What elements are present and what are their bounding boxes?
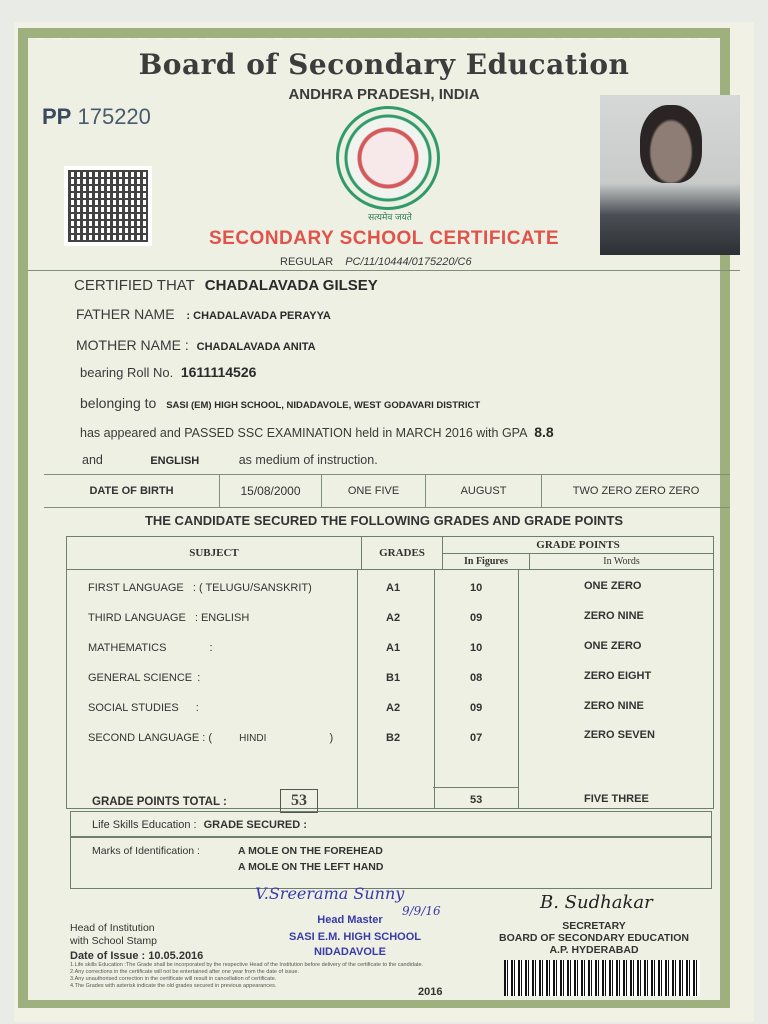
issue-date: Date of Issue : 10.05.2016	[70, 950, 204, 962]
total-handwritten: 53	[280, 789, 318, 813]
dob-label: DATE OF BIRTH	[44, 475, 220, 507]
table-row	[88, 672, 200, 684]
total-words: FIVE THREE	[584, 793, 649, 805]
type-label: REGULAR	[280, 256, 334, 268]
grade-cell: A1	[386, 582, 401, 594]
stamp-school: SASI E.M. HIGH SCHOOL	[288, 931, 421, 943]
words-cell: ZERO NINE	[584, 610, 644, 622]
headmaster-signature: V.Sreerama Sunny	[255, 884, 405, 903]
subject-detail: :	[195, 702, 199, 714]
roll-number: 1611114526	[180, 364, 257, 380]
col-words: In Words	[530, 554, 714, 570]
certified-line	[74, 277, 378, 294]
col-figures: In Figures	[443, 554, 530, 570]
certificate-title: SECONDARY SCHOOL CERTIFICATE	[208, 228, 560, 249]
footer-notes	[70, 962, 462, 990]
passed-text: has appeared and PASSED SSC EXAMINATION held in MARCH 2016 with GPA	[80, 426, 527, 440]
head-label-1: Head of Institution	[70, 922, 155, 934]
figures-cell: 10	[470, 642, 483, 654]
secretary-signature: B. Sudhakar	[540, 892, 653, 913]
certificate-type	[280, 256, 472, 268]
identification-mark-2: A MOLE ON THE LEFT HAND	[238, 861, 384, 873]
roll-line	[80, 364, 256, 380]
table-row	[88, 612, 249, 624]
result-line	[80, 424, 554, 440]
headmaster-title: Head Master	[317, 914, 383, 926]
photo-head-shape	[640, 105, 702, 183]
subject-name: SOCIAL STUDIES	[88, 702, 179, 714]
headmaster-signature-date: 9/9/16	[402, 904, 441, 918]
divider	[28, 270, 740, 271]
roll-label: bearing Roll No.	[80, 365, 174, 380]
emblem-motto: सत्यमेव जयते	[368, 212, 412, 222]
medium-line	[82, 453, 378, 467]
col-grade-points: GRADE POINTS	[443, 537, 714, 554]
grade-cell: B2	[386, 732, 401, 744]
dob-year-words: TWO ZERO ZERO ZERO	[572, 485, 700, 497]
table-row	[88, 702, 199, 714]
figures-cell: 10	[470, 582, 483, 594]
table-row	[88, 582, 312, 594]
secretary-block	[478, 920, 710, 956]
grades-body	[67, 570, 714, 809]
mother-line	[76, 337, 316, 353]
subject-detail: : ( TELUGU/SANSKRIT)	[192, 582, 312, 594]
words-cell: ZERO EIGHT	[584, 670, 652, 682]
subject-name: FIRST LANGUAGE	[88, 582, 184, 594]
figures-cell: 09	[470, 702, 483, 714]
table-row	[88, 642, 213, 654]
figures-cell: 08	[470, 672, 483, 684]
subject-detail: : ENGLISH	[194, 612, 250, 624]
identification-mark-1: A MOLE ON THE FOREHEAD	[238, 845, 383, 857]
candidate-name: CHADALAVADA GILSEY	[204, 277, 378, 294]
secretary-title: SECRETARY	[562, 920, 626, 932]
board-title: Board of Secondary Education	[138, 48, 630, 81]
gpa-value: 8.8	[534, 424, 554, 440]
table-row	[88, 732, 333, 744]
father-name: : CHADALAVADA PERAYYA	[186, 310, 331, 322]
grade-cell: B1	[386, 672, 401, 684]
life-skills-label: Life Skills Education :	[92, 819, 197, 831]
school-line	[80, 395, 480, 411]
footer-year: 2016	[418, 986, 443, 998]
father-label: FATHER NAME	[76, 306, 175, 322]
medium-text: as medium of instruction.	[238, 453, 378, 467]
reference-number: PC/11/10444/0175220/C6	[345, 256, 472, 268]
certified-label: CERTIFIED THAT	[74, 277, 195, 294]
serial-number	[42, 104, 151, 130]
and-label: and	[82, 453, 103, 467]
col-grades: GRADES	[362, 537, 443, 570]
state-emblem-icon	[336, 106, 440, 210]
serial-prefix: PP	[42, 104, 72, 129]
total-figures: 53	[470, 794, 483, 806]
figures-cell: 09	[470, 612, 483, 624]
head-label-2: with School Stamp	[70, 935, 157, 947]
dob-month-words: AUGUST	[426, 475, 542, 507]
secretary-place: A.P. HYDERABAD	[549, 944, 639, 956]
words-cell: ZERO NINE	[584, 700, 644, 712]
grade-cell: A2	[386, 702, 401, 714]
serial-value: 175220	[77, 104, 151, 129]
medium-value: ENGLISH	[150, 455, 200, 467]
note: 2.Any corrections in the certificate will not be entertained after one year from the date of issue.	[70, 969, 299, 975]
subject-name: GENERAL SCIENCE	[88, 672, 193, 684]
identification-label: Marks of Identification :	[92, 845, 200, 857]
subject-name: MATHEMATICS	[88, 642, 167, 654]
grade-cell: A2	[386, 612, 401, 624]
secretary-board: BOARD OF SECONDARY EDUCATION	[499, 932, 689, 944]
col-subject: SUBJECT	[67, 537, 362, 570]
dob-day-words: ONE FIVE	[322, 475, 426, 507]
subject-detail: HINDI	[239, 733, 267, 744]
belonging-label: belonging to	[80, 395, 157, 411]
stamp-place: NIDADAVOLE	[314, 946, 386, 958]
words-cell: ONE ZERO	[584, 640, 642, 652]
grade-cell: A1	[386, 642, 401, 654]
subject-detail: :	[197, 672, 201, 684]
note: 3.Any unauthorised correction in the certificate will result in cancellation of certificate.	[70, 976, 277, 982]
note: 4.The Grades with asterisk indicate the old grades secured in previous appearances.	[70, 983, 277, 989]
words-cell: ZERO SEVEN	[584, 729, 655, 741]
board-subtitle: ANDHRA PRADESH, INDIA	[288, 86, 480, 103]
grades-heading: THE CANDIDATE SECURED THE FOLLOWING GRADES AND GRADE POINTS	[144, 513, 624, 528]
mother-name: CHADALAVADA ANITA	[196, 341, 316, 353]
life-skills-line	[92, 819, 307, 831]
life-skills-value: GRADE SECURED :	[203, 819, 307, 831]
subject-detail: :	[209, 642, 213, 654]
dob-date: 15/08/2000	[220, 475, 322, 507]
school-name: SASI (EM) HIGH SCHOOL, NIDADAVOLE, WEST GODAVARI DISTRICT	[166, 400, 481, 411]
words-cell: ONE ZERO	[584, 580, 642, 592]
total-label: GRADE POINTS TOTAL :	[92, 796, 227, 808]
date-of-birth-row	[44, 474, 730, 508]
figures-cell: 07	[470, 732, 483, 744]
barcode-icon	[504, 960, 700, 996]
mother-label: MOTHER NAME :	[76, 337, 189, 353]
subject-closing: )	[329, 732, 334, 744]
subject-name: SECOND LANGUAGE : (	[88, 732, 213, 744]
subject-name: THIRD LANGUAGE	[88, 612, 186, 624]
note: 1.Life skills Education :The Grade shall be incorporated by the respective Head of the Institution before delivery of the certificate to the candidate.	[70, 962, 424, 968]
father-line	[76, 306, 331, 322]
